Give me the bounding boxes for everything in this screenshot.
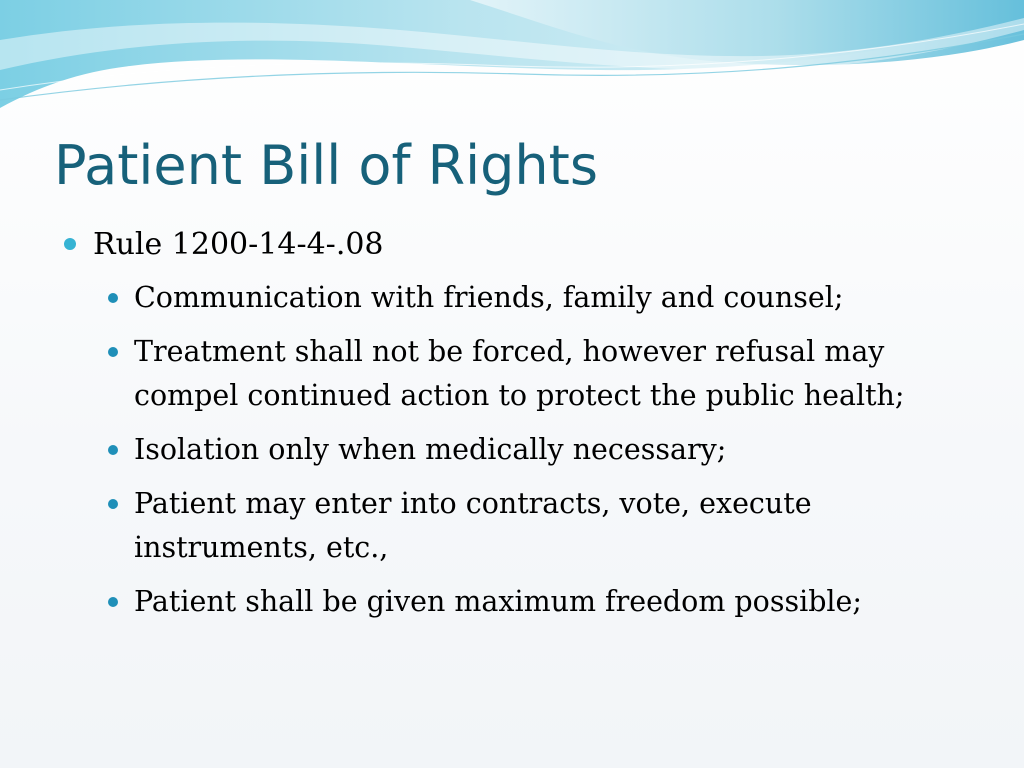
- sub-bullet-item: [134, 276, 964, 320]
- header-wave-decoration: [0, 0, 1024, 120]
- slide-title: Patient Bill of Rights: [54, 134, 598, 197]
- sub-bullet-text: Patient shall be given maximum freedom possible;: [134, 585, 863, 618]
- sub-bullet-item: [134, 580, 964, 624]
- sub-bullet-item: [134, 482, 964, 570]
- sub-bullet-item: [134, 428, 964, 472]
- round-bullet-icon: [108, 445, 118, 455]
- round-bullet-icon: [108, 293, 118, 303]
- sub-bullet-text: Communication with friends, family and counsel;: [134, 281, 844, 314]
- round-bullet-icon: [108, 347, 118, 357]
- slide-body: [0, 224, 1024, 634]
- bullet-text: Rule 1200-14-4-.08: [93, 227, 384, 262]
- round-bullet-icon: [108, 499, 118, 509]
- sub-bullet-text: Isolation only when medically necessary;: [134, 433, 727, 466]
- sub-bullet-text: Patient may enter into contracts, vote, execute instruments, etc.,: [134, 487, 812, 564]
- sub-bullet-item: [134, 330, 964, 418]
- sub-bullet-text: Treatment shall not be forced, however refusal may compel continued action to protect the public health;: [134, 335, 905, 412]
- bullet-item-rule: [93, 224, 1024, 266]
- sub-bullet-list: [0, 276, 1024, 624]
- round-bullet-icon: [64, 238, 76, 250]
- round-bullet-icon: [108, 597, 118, 607]
